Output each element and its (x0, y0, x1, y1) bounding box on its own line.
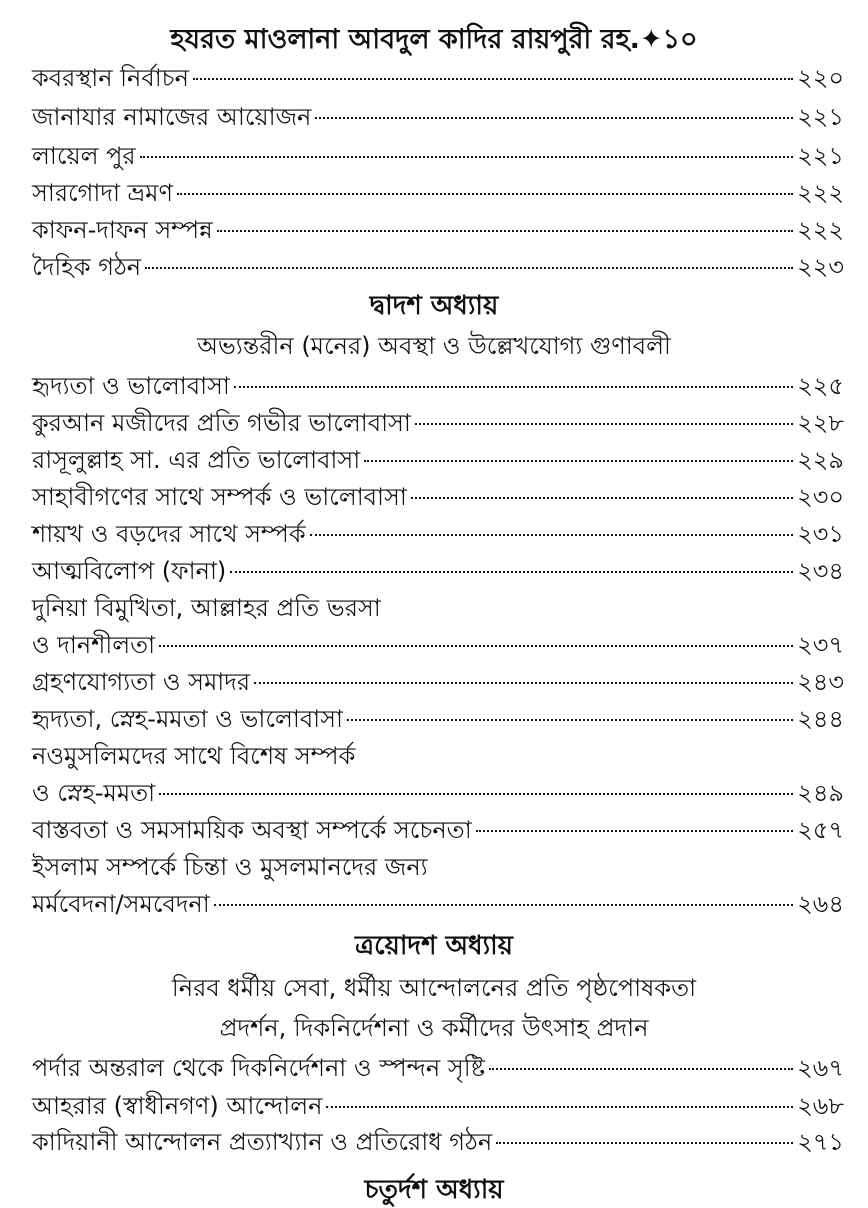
dot-leader (254, 682, 793, 684)
dot-leader (193, 78, 793, 80)
entry-page: ২২৮ (797, 409, 844, 437)
dot-leader (230, 571, 793, 573)
dot-leader (476, 830, 794, 832)
toc-entry (32, 553, 844, 589)
entry-page: ২২২ (797, 216, 844, 244)
toc-entry (32, 479, 844, 515)
dot-leader (315, 117, 793, 119)
toc-entry (32, 664, 844, 700)
entry-title: পর্দার অন্তরাল থেকে দিকনির্দেশনা ও স্পন্দন সৃষ্টি (32, 1054, 485, 1082)
chapter-heading: ত্রয়োদশ অধ্যায় (355, 931, 513, 961)
dot-leader (415, 423, 793, 425)
toc-entry (32, 812, 844, 848)
entry-page: ২২৯ (797, 446, 844, 474)
entry-title-line1: নওমুসলিমদের সাথে বিশেষ সম্পর্ক (32, 742, 356, 770)
entry-title: সারগোদা ভ্রমণ (32, 179, 174, 207)
chapter-subtitle: নিরব ধর্মীয় সেবা, ধর্মীয় আন্দোলনের প্রতি পৃষ্ঠপোষকতা (171, 974, 697, 1002)
toc-entry (32, 1124, 844, 1160)
dot-leader (177, 193, 793, 195)
toc-entry (32, 516, 844, 552)
entry-page: ২৬৭ (797, 1054, 844, 1082)
toc-entry (32, 60, 844, 96)
entry-page: ২২০ (797, 64, 844, 92)
dot-leader (364, 460, 793, 462)
entry-title: জানাযার নামাজের আয়োজন (32, 103, 312, 131)
dot-leader (140, 156, 794, 158)
entry-title-line1: ইসলাম সম্পর্কে চিন্তা ও মুসলমানদের জন্য (32, 853, 428, 881)
dot-leader (234, 386, 793, 388)
dot-leader (411, 497, 793, 499)
entry-title: দৈহিক গঠন (32, 253, 142, 281)
entry-page: ২৩০ (797, 483, 844, 511)
entry-page: ২৪৩ (797, 668, 844, 696)
dot-leader (159, 793, 793, 795)
entry-title: বাস্তবতা ও সমসাময়িক অবস্থা সম্পর্কে সচেনতা (32, 816, 472, 844)
toc-entry (32, 701, 844, 737)
entry-page: ২৩৭ (797, 631, 844, 659)
dot-leader (326, 1106, 793, 1108)
entry-page: ২৫৭ (797, 816, 844, 844)
toc-entry (32, 627, 844, 663)
entry-title: কবরস্থান নির্বাচন (32, 64, 189, 92)
entry-page: ২২২ (797, 179, 844, 207)
toc-entry (32, 775, 844, 811)
toc-entry (32, 442, 844, 478)
entry-title: হৃদ্যতা, স্নেহ-মমতা ও ভালোবাসা (32, 705, 343, 733)
toc-entry (32, 368, 844, 404)
toc-entry (32, 99, 844, 135)
entry-title: হৃদ্যতা ও ভালোবাসা (32, 372, 230, 400)
dot-leader (145, 267, 793, 269)
toc-entry (32, 175, 844, 211)
dot-leader (310, 534, 794, 536)
entry-title: কাফন-দাফন সম্পন্ন (32, 216, 213, 244)
dot-leader (496, 1142, 793, 1144)
entry-title: কুরআন মজীদের প্রতি গভীর ভালোবাসা (32, 409, 411, 437)
entry-title: গ্রহণযোগ্যতা ও সমাদর (32, 668, 251, 696)
entry-page: ২২৫ (797, 372, 844, 400)
entry-page: ২৩১ (797, 520, 844, 548)
chapter-heading: চতুর্দশ অধ্যায় (364, 1175, 504, 1205)
toc-entry (32, 249, 844, 285)
toc-entry (32, 1088, 844, 1124)
entry-page: ২২১ (797, 142, 844, 170)
dot-leader (159, 645, 793, 647)
entry-title-line1: দুনিয়া বিমুখিতা, আল্লাহর প্রতি ভরসা (32, 594, 381, 622)
toc-entry (32, 212, 844, 248)
page-header: হযরত মাওলানা আবদুল কাদির রায়পুরী রহ.✦১০ (170, 24, 698, 55)
toc-entry (32, 886, 844, 922)
toc-entry (32, 138, 844, 174)
dot-leader (347, 719, 793, 721)
toc-entry (32, 1050, 844, 1086)
entry-page: ২৪৯ (797, 779, 844, 807)
entry-page: ২৪৪ (797, 705, 844, 733)
entry-title: লায়েল পুর (32, 142, 136, 170)
entry-title: মর্মবেদনা/সমবেদনা (32, 890, 210, 918)
entry-page: ২২১ (797, 103, 844, 131)
chapter-subtitle: অভ্যন্তরীন (মনের) অবস্থা ও উল্লেখযোগ্য গুণাবলী (197, 332, 671, 360)
entry-title: আত্মবিলোপ (ফানা) (32, 557, 227, 585)
entry-page: ২৩৪ (797, 557, 844, 585)
entry-title: ও দানশীলতা (32, 631, 156, 659)
entry-title: রাসূলুল্লাহ সা. এর প্রতি ভালোবাসা (32, 446, 361, 474)
chapter-heading: দ্বাদশ অধ্যায় (369, 291, 499, 321)
dot-leader (214, 904, 793, 906)
entry-page: ২৭১ (797, 1128, 844, 1156)
entry-title: ও স্নেহ-মমতা (32, 779, 156, 807)
entry-title: শায়খ ও বড়দের সাথে সম্পর্ক (32, 520, 306, 548)
entry-title: আহরার (স্বাধীনগণ) আন্দোলন (32, 1092, 323, 1120)
toc-entry (32, 405, 844, 441)
entry-page: ২৬৪ (797, 890, 844, 918)
entry-page: ২৬৮ (797, 1092, 844, 1120)
entry-title: সাহাবীগণের সাথে সম্পর্ক ও ভালোবাসা (32, 483, 407, 511)
entry-title: কাদিয়ানী আন্দোলন প্রত্যাখ্যান ও প্রতিরোধ গঠন (32, 1128, 493, 1156)
dot-leader (489, 1068, 793, 1070)
chapter-subtitle: প্রদর্শন, দিকনির্দেশনা ও কর্মীদের উৎসাহ প্রদান (219, 1014, 649, 1042)
dot-leader (217, 230, 793, 232)
entry-page: ২২৩ (797, 253, 844, 281)
